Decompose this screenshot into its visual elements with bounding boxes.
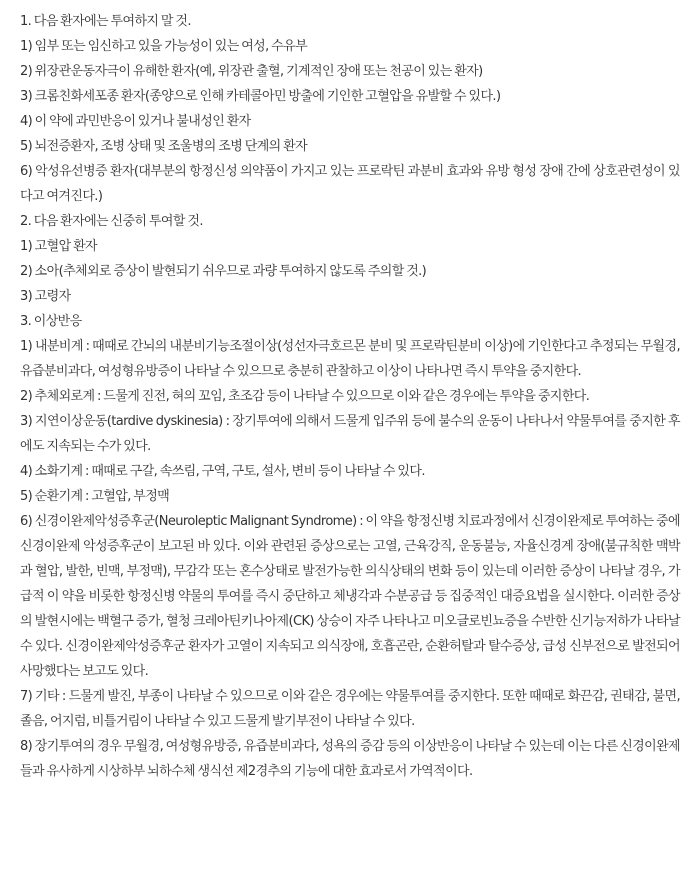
list-item: 8) 장기투여의 경우 무월경, 여성형유방증, 유즙분비과다, 성욕의 증감 등의 이상반응이 나타날 수 있는데 이는 다른 신경이완제들과 유사하게 시상하부 뇌하수체 생식선 제2경추의 기능에 대한 효과로서 가역적이다. bbox=[20, 739, 680, 779]
list-item: 7) 기타 : 드물게 발진, 부종이 나타날 수 있으므로 이와 같은 경우에는 약물투여를 중지한다. 또한 때때로 화끈감, 권태감, 불면, 졸음, 어지럼, 비틀거림이 나타날 수 있고 드물게 발기부전이 나타날 수 있다. bbox=[20, 689, 680, 729]
list-item: 4) 소화기계 : 때때로 구갈, 속쓰림, 구역, 구토, 설사, 변비 등이 나타날 수 있다. bbox=[20, 464, 425, 479]
list-item: 3) 지연이상운동(tardive dyskinesia) : 장기투여에 의해서 드물게 입주위 등에 불수의 운동이 나타나서 약물투여를 중지한 후에도 지속되는 수가 있다. bbox=[20, 414, 680, 454]
list-item: 4) 이 약에 과민반응이 있거나 불내성인 환자 bbox=[20, 114, 251, 129]
list-item: 1) 임부 또는 임신하고 있을 가능성이 있는 여성, 수유부 bbox=[20, 39, 308, 54]
list-item: 3) 고령자 bbox=[20, 289, 71, 304]
list-item: 6) 신경이완제악성증후군(Neuroleptic Malignant Syndrome) : 이 약을 항정신병 치료과정에서 신경이완제로 투여하는 중에 신경이완제 악성증후군이 보고된 바 있다. 이와 관련된 증상으로는 고열, 근육강직, 운동불능, 자율신경계 장애(불규칙한 맥박과 혈압, 발한, 빈맥, 부정맥), 무감각 또는 혼수상태로 발전가능한 의식상태의 변화 등이 있는데 이러한 증상이 나타날 경우, 가급적 이 약을 비롯한 항정신병 약물의 투여를 즉시 중단하고 체냉각과 수분공급 등 집중적인 대증요법을 실시한다. 이러한 증상의 발현시에는 백혈구 증가, 혈청 크레아틴키나아제(CK) 상승이 자주 나타나고 미오글로빈뇨증을 수반한 신기능저하가 나타날 수 있다. 신경이완제악성증후군 환자가 고열이 지속되고 의식장애, 호흡곤란, 순환허탈과 탈수증상, 급성 신부전으로 발전되어 사망했다는 보고도 있다. bbox=[20, 514, 680, 679]
list-item: 1) 내분비계 : 때때로 간뇌의 내분비기능조절이상(성선자극호르몬 분비 및 프로락틴분비 이상)에 기인한다고 추정되는 무월경, 유즙분비과다, 여성형유방증이 나타날 수 있으므로 충분히 관찰하고 이상이 나타나면 즉시 투약을 중지한다. bbox=[20, 339, 680, 379]
list-item: 5) 순환기계 : 고혈압, 부정맥 bbox=[20, 489, 170, 504]
list-item: 2) 위장관운동자극이 유해한 환자(예, 위장관 출혈, 기계적인 장애 또는 천공이 있는 환자) bbox=[20, 64, 483, 79]
section-heading-adverse-reactions: 3. 이상반응 bbox=[20, 314, 82, 329]
list-item: 6) 악성유선병증 환자(대부분의 항정신성 의약품이 가지고 있는 프로락틴 과분비 효과와 유방 형성 장애 간에 상호관련성이 있다고 여겨진다.) bbox=[20, 164, 680, 204]
list-item: 5) 뇌전증환자, 조병 상태 및 조울병의 조병 단계의 환자 bbox=[20, 139, 308, 154]
list-item: 3) 크롬친화세포종 환자(종양으로 인해 카테콜아민 방출에 기인한 고혈압을 유발할 수 있다.) bbox=[20, 89, 501, 104]
list-item: 1) 고혈압 환자 bbox=[20, 239, 97, 254]
drug-precautions-document bbox=[20, 9, 680, 784]
list-item: 2) 추체외로계 : 드물게 진전, 혀의 꼬임, 초조감 등이 나타날 수 있으므로 이와 같은 경우에는 투약을 중지한다. bbox=[20, 389, 590, 404]
section-heading-contraindications: 1. 다음 환자에는 투여하지 말 것. bbox=[20, 14, 191, 29]
list-item: 2) 소아(추체외로 증상이 발현되기 쉬우므로 과량 투여하지 않도록 주의할 것.) bbox=[20, 264, 427, 279]
section-heading-caution: 2. 다음 환자에는 신중히 투여할 것. bbox=[20, 214, 203, 229]
